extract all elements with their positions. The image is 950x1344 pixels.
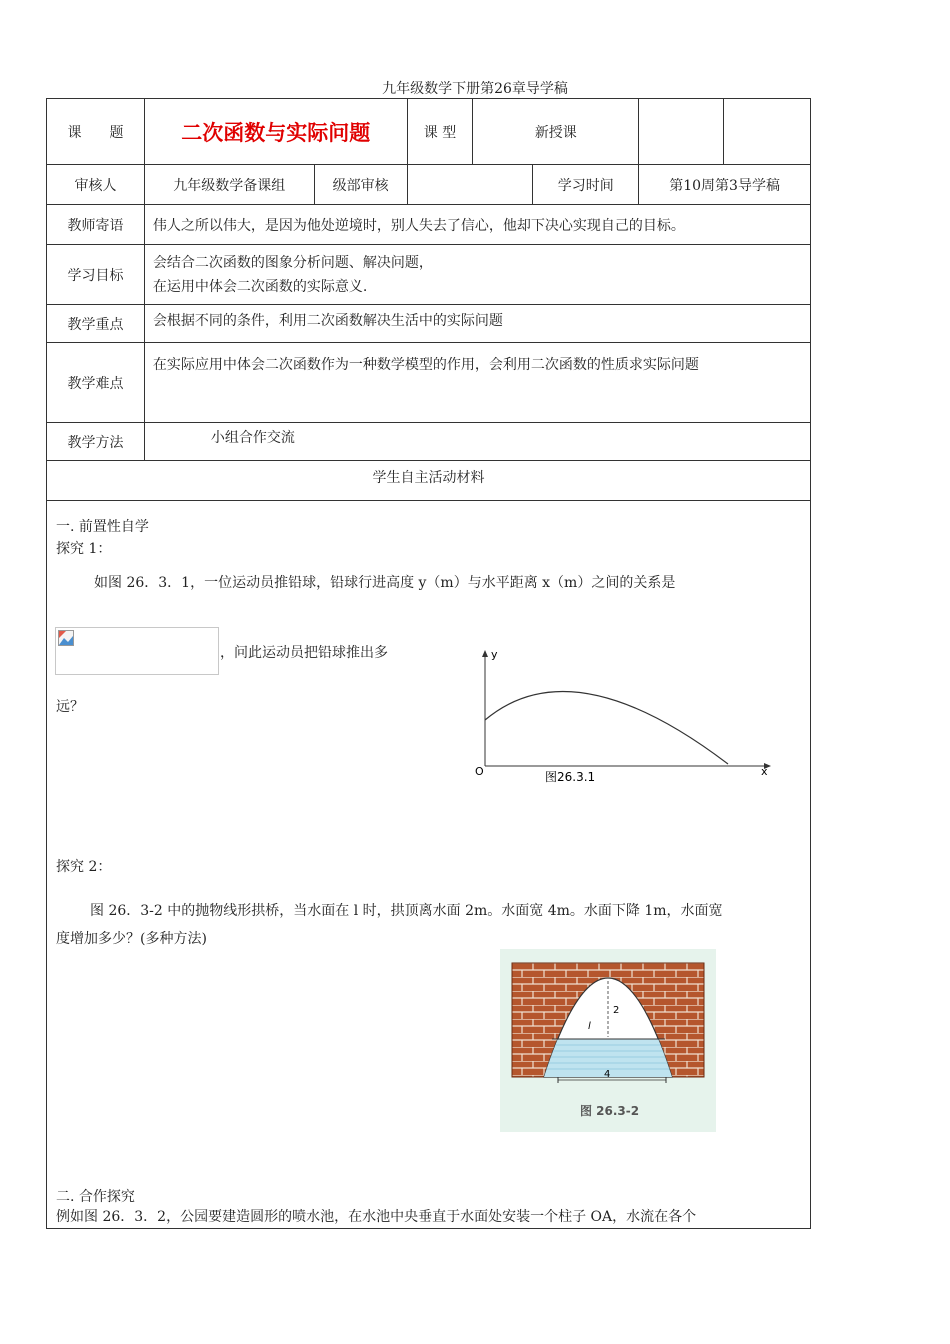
label-type: 课 型 (407, 99, 473, 165)
label-time: 学习时间 (533, 165, 639, 205)
empty-cell (639, 99, 724, 165)
explore1-text: 如图 26．3．1，一位运动员推铅球，铅球行进高度 y（m）与水平距离 x（m）之间的关系是 (94, 575, 676, 591)
label-teacher-message: 教师寄语 (47, 205, 145, 245)
objectives (144, 245, 810, 305)
y-axis-label: y (491, 648, 498, 661)
method: 小组合作交流 (144, 423, 810, 461)
study-time: 第10周第3导学稿 (639, 165, 811, 205)
x-axis-label: x (761, 765, 768, 778)
explore2-text-cont: 度增加多少？(多种方法) (56, 931, 207, 947)
key-point: 会根据不同的条件，利用二次函数解决生活中的实际问题 (144, 305, 810, 343)
explore2-text: 图 26．3-2 中的抛物线形拱桥，当水面在 l 时，拱顶离水面 2m。水面宽 4m。水面下降 1m，水面宽 (90, 903, 723, 919)
section2-title: 二. 合作探究 (56, 1189, 135, 1205)
label-key-point: 教学重点 (47, 305, 145, 343)
explore1-text-end: 远？ (56, 699, 84, 715)
label-topic: 课 题 (47, 99, 145, 165)
broken-image-icon (58, 630, 74, 646)
explore2-label: 探究 2： (56, 859, 112, 875)
objective-line: 在运用中体会二次函数的实际意义. (152, 278, 368, 295)
y-axis-arrow (482, 650, 488, 657)
figure-26-3-2 (500, 949, 716, 1132)
label-method: 教学方法 (47, 423, 145, 461)
reviewer: 九年级数学备课组 (144, 165, 314, 205)
difficulty: 在实际应用中体会二次函数作为一种数学模型的作用，会利用二次函数的性质求实际问题 (144, 343, 810, 423)
figure-caption: 图 26.3-2 (580, 1104, 640, 1118)
lesson-title: 二次函数与实际问题 (144, 99, 407, 165)
origin-label: O (475, 765, 484, 778)
figure-caption: 图26.3.1 (545, 770, 596, 784)
materials-heading: 学生自主活动材料 (47, 461, 811, 501)
teacher-message: 伟人之所以伟大，是因为他处逆境时，别人失去了信心，他却下决心实现自己的目标。 (144, 205, 810, 245)
figure-26-3-1 (455, 644, 780, 784)
label-dept: 级部审核 (314, 165, 407, 205)
label-reviewer: 审核人 (47, 165, 145, 205)
water-level-label: l (588, 1021, 591, 1032)
doc-title: 九年级数学下册第26章导学稿 (382, 81, 568, 97)
empty-cell (407, 165, 533, 205)
example-text: 例如图 26．3．2，公园要建造圆形的喷水池，在水池中央垂直于水面处安装一个柱子 OA，水流在各个 (56, 1209, 697, 1225)
formula-image-placeholder (55, 627, 219, 675)
info-table (46, 98, 811, 501)
height-label: 2 (613, 1005, 620, 1016)
label-difficulty: 教学难点 (47, 343, 145, 423)
objective-line: 会结合二次函数的图象分析问题、解决问题， (152, 254, 433, 271)
label-objectives: 学习目标 (47, 245, 145, 305)
explore1-text-cont: ，问此运动员把铅球推出多 (220, 645, 388, 661)
trajectory-curve (485, 691, 728, 764)
explore1-label: 探究 1： (56, 541, 112, 557)
empty-cell (724, 99, 811, 165)
width-label: 4 (604, 1069, 611, 1080)
lesson-type: 新授课 (473, 99, 639, 165)
section1-title: 一. 前置性自学 (56, 519, 149, 535)
